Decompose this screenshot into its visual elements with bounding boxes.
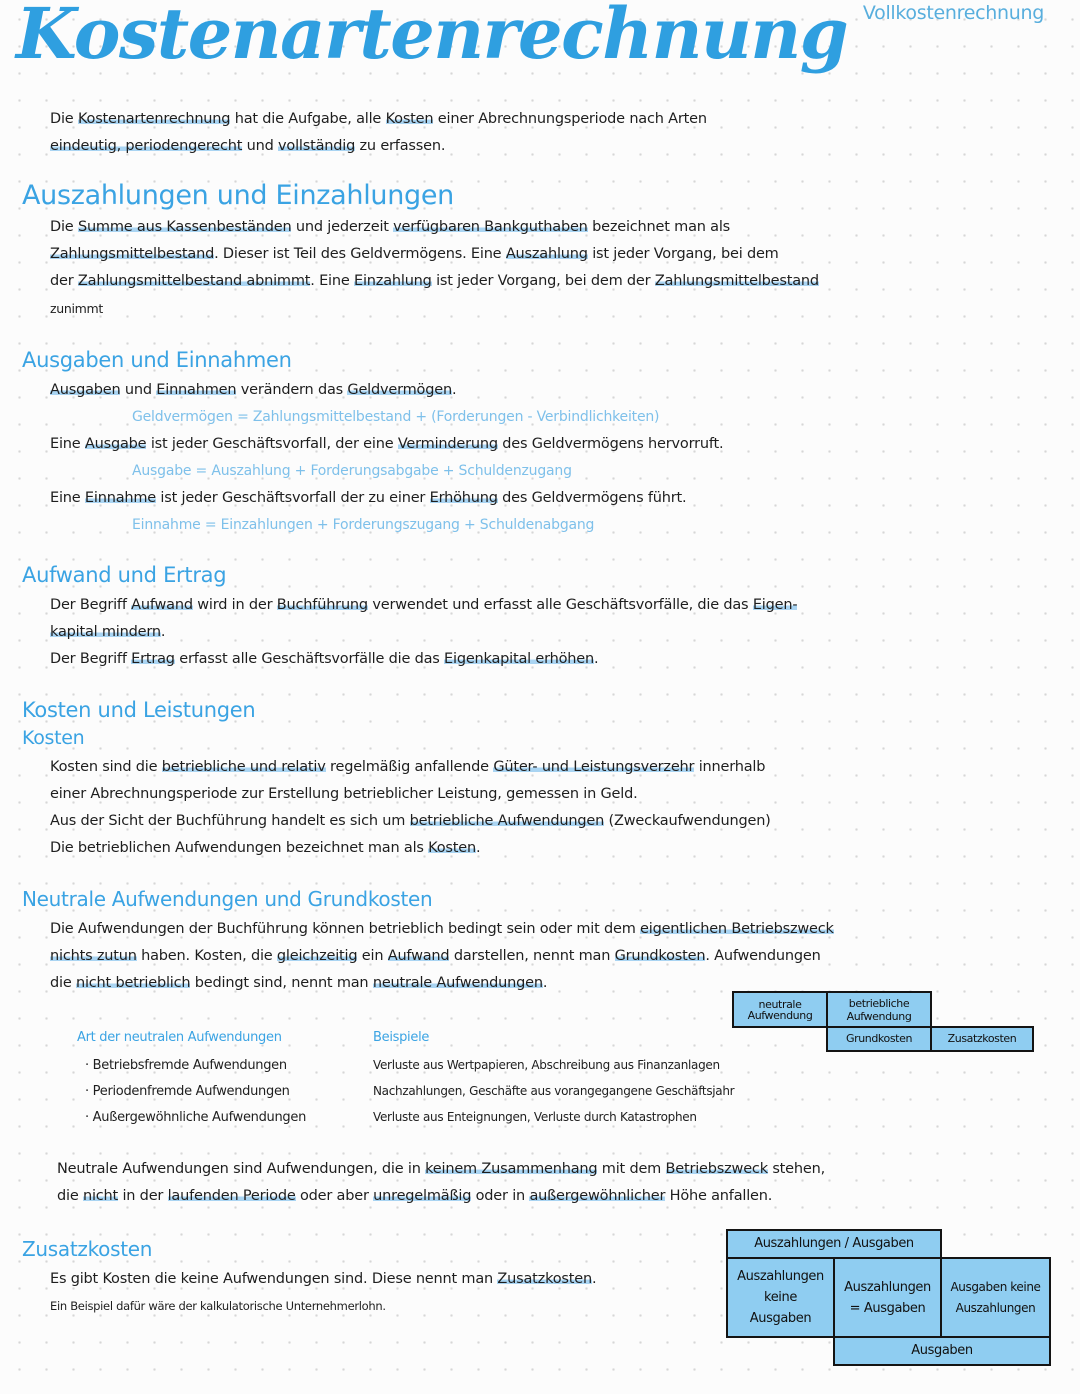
diagram-ausgaben: Ausgaben <box>833 1336 1051 1366</box>
diagram-auszahlungen-ausgaben: Auszahlungen / Ausgaben <box>726 1229 942 1259</box>
diagram-neutrale-aufwendung: neutrale Aufwendung <box>732 991 828 1028</box>
subheading-kosten: Kosten <box>22 727 85 749</box>
table-header-art: Art der neutralen Aufwendungen <box>77 1030 282 1045</box>
intro-text: Die Kostenartenrechnung hat die Aufgabe, alle Kosten einer Abrechnungsperiode nach Arten eindeutig, periodengerecht und vollständig zu erfassen. <box>50 111 707 154</box>
diagram-auszahlungen-keine-ausgaben: Auszahlungen keine Ausgaben <box>726 1257 835 1338</box>
heading-aufwand: Aufwand und Ertrag <box>22 563 227 587</box>
auszahlungen-text: Die Summe aus Kassenbeständen und jederzeit verfügbaren Bankguthaben bezeichnet man als Zahlungsmittelbestand. Dieser ist Teil des Geldvermögens. Eine Auszahlung ist jeder Vorgang, bei dem der Zahlungsmittelbestand abnimmt. Eine Einzahlung ist jeder Vorgang, bei dem der Zahlungsmittelbestand zunimmt <box>50 219 819 316</box>
page-title: Kostenartenrechnung <box>16 0 848 75</box>
diagram-zusatzkosten: Zusatzkosten <box>930 1026 1034 1052</box>
heading-ausgaben: Ausgaben und Einnahmen <box>22 348 292 372</box>
diagram-ausgaben-keine-auszahlungen: Ausgaben keine Auszahlungen <box>940 1257 1051 1338</box>
diagram-grundkosten: Grundkosten <box>826 1026 932 1052</box>
neutrale-summary: Neutrale Aufwendungen sind Aufwendungen, die in keinem Zusammenhang mit dem Betriebszweck stehen, die nicht in der laufenden Periode oder aber unregelmäßig oder in außergewöhnlicher Höhe anfallen. <box>57 1161 825 1204</box>
table-header-beispiele: Beispiele <box>373 1030 430 1045</box>
diagram-auszahlungen-gleich-ausgaben: Auszahlungen = Ausgaben <box>833 1257 942 1338</box>
table-row-beispiel: Verluste aus Wertpapieren, Abschreibung aus Finanzanlagen <box>373 1058 720 1072</box>
formula-geldvermoegen: Geldvermögen = Zahlungsmittelbestand + (Forderungen - Verbindlichkeiten) <box>132 409 660 425</box>
neutrale-text: Die Aufwendungen der Buchführung können betrieblich bedingt sein oder mit dem eigentlichen Betriebszweck nichts zutun haben. Kosten, die gleichzeitig ein Aufwand darstellen, nennt man Grundkosten. Aufwendungen die nicht betrieblich bedingt sind, nennt man neutrale Aufwendungen. <box>50 921 834 991</box>
diagram-betriebliche-aufwendung: betriebliche Aufwendung <box>826 991 932 1028</box>
formula-ausgabe: Ausgabe = Auszahlung + Forderungsabgabe + Schuldenzugang <box>132 463 572 479</box>
table-row-art: · Periodenfremde Aufwendungen <box>85 1084 290 1099</box>
aufwand-text: Der Begriff Aufwand wird in der Buchführung verwendet und erfasst alle Geschäftsvorfälle, die das Eigen- kapital mindern. Der Begriff Ertrag erfasst alle Geschäftsvorfälle die das Eigenkapital erhöhen. <box>50 597 798 667</box>
table-row-art: · Betriebsfremde Aufwendungen <box>85 1058 287 1073</box>
kosten-text: Kosten sind die betriebliche und relativ regelmäßig anfallende Güter- und Leistungsverzehr innerhalb einer Abrechnungsperiode zur Erstellung betrieblicher Leistung, gemessen in Geld. Aus der Sicht der Buchführung handelt es sich um betriebliche Aufwendungen (Zweckaufwendungen) Die betrieblichen Aufwendungen bezeichnet man als Kosten. <box>50 759 771 856</box>
table-row-art: · Außergewöhnliche Aufwendungen <box>85 1110 307 1125</box>
heading-auszahlungen: Auszahlungen und Einzahlungen <box>22 180 454 211</box>
formula-einnahme: Einnahme = Einzahlungen + Forderungszugang + Schuldenabgang <box>132 517 595 533</box>
topic-label: Vollkostenrechnung <box>862 2 1044 24</box>
heading-kosten-leistungen: Kosten und Leistungen <box>22 698 256 722</box>
table-row-beispiel: Nachzahlungen, Geschäfte aus vorangegangene Geschäftsjahr <box>373 1084 735 1098</box>
zusatzkosten-text: Es gibt Kosten die keine Aufwendungen sind. Diese nennt man Zusatzkosten. Ein Beispiel dafür wäre der kalkulatorische Unternehmerlohn. <box>50 1271 597 1313</box>
ausgaben-text: Ausgaben und Einnahmen verändern das Geldvermögen. Geldvermögen = Zahlungsmittelbestand + (Forderungen - Verbindlichkeiten) Eine Ausgabe ist jeder Geschäftsvorfall, der eine Verminderung des Geldvermögens hervorruft. Ausgabe = Auszahlung + Forderungsabgabe + Schuldenzugang Eine Einnahme ist jeder Geschäftsvorfall der zu einer Erhöhung des Geldvermögens führt. Einnahme = Einzahlungen + Forderungszugang + Schuldenabgang <box>50 377 1040 539</box>
heading-zusatzkosten: Zusatzkosten <box>22 1237 153 1261</box>
table-row-beispiel: Verluste aus Enteignungen, Verluste durch Katastrophen <box>373 1110 697 1124</box>
heading-neutrale: Neutrale Aufwendungen und Grundkosten <box>22 887 433 911</box>
